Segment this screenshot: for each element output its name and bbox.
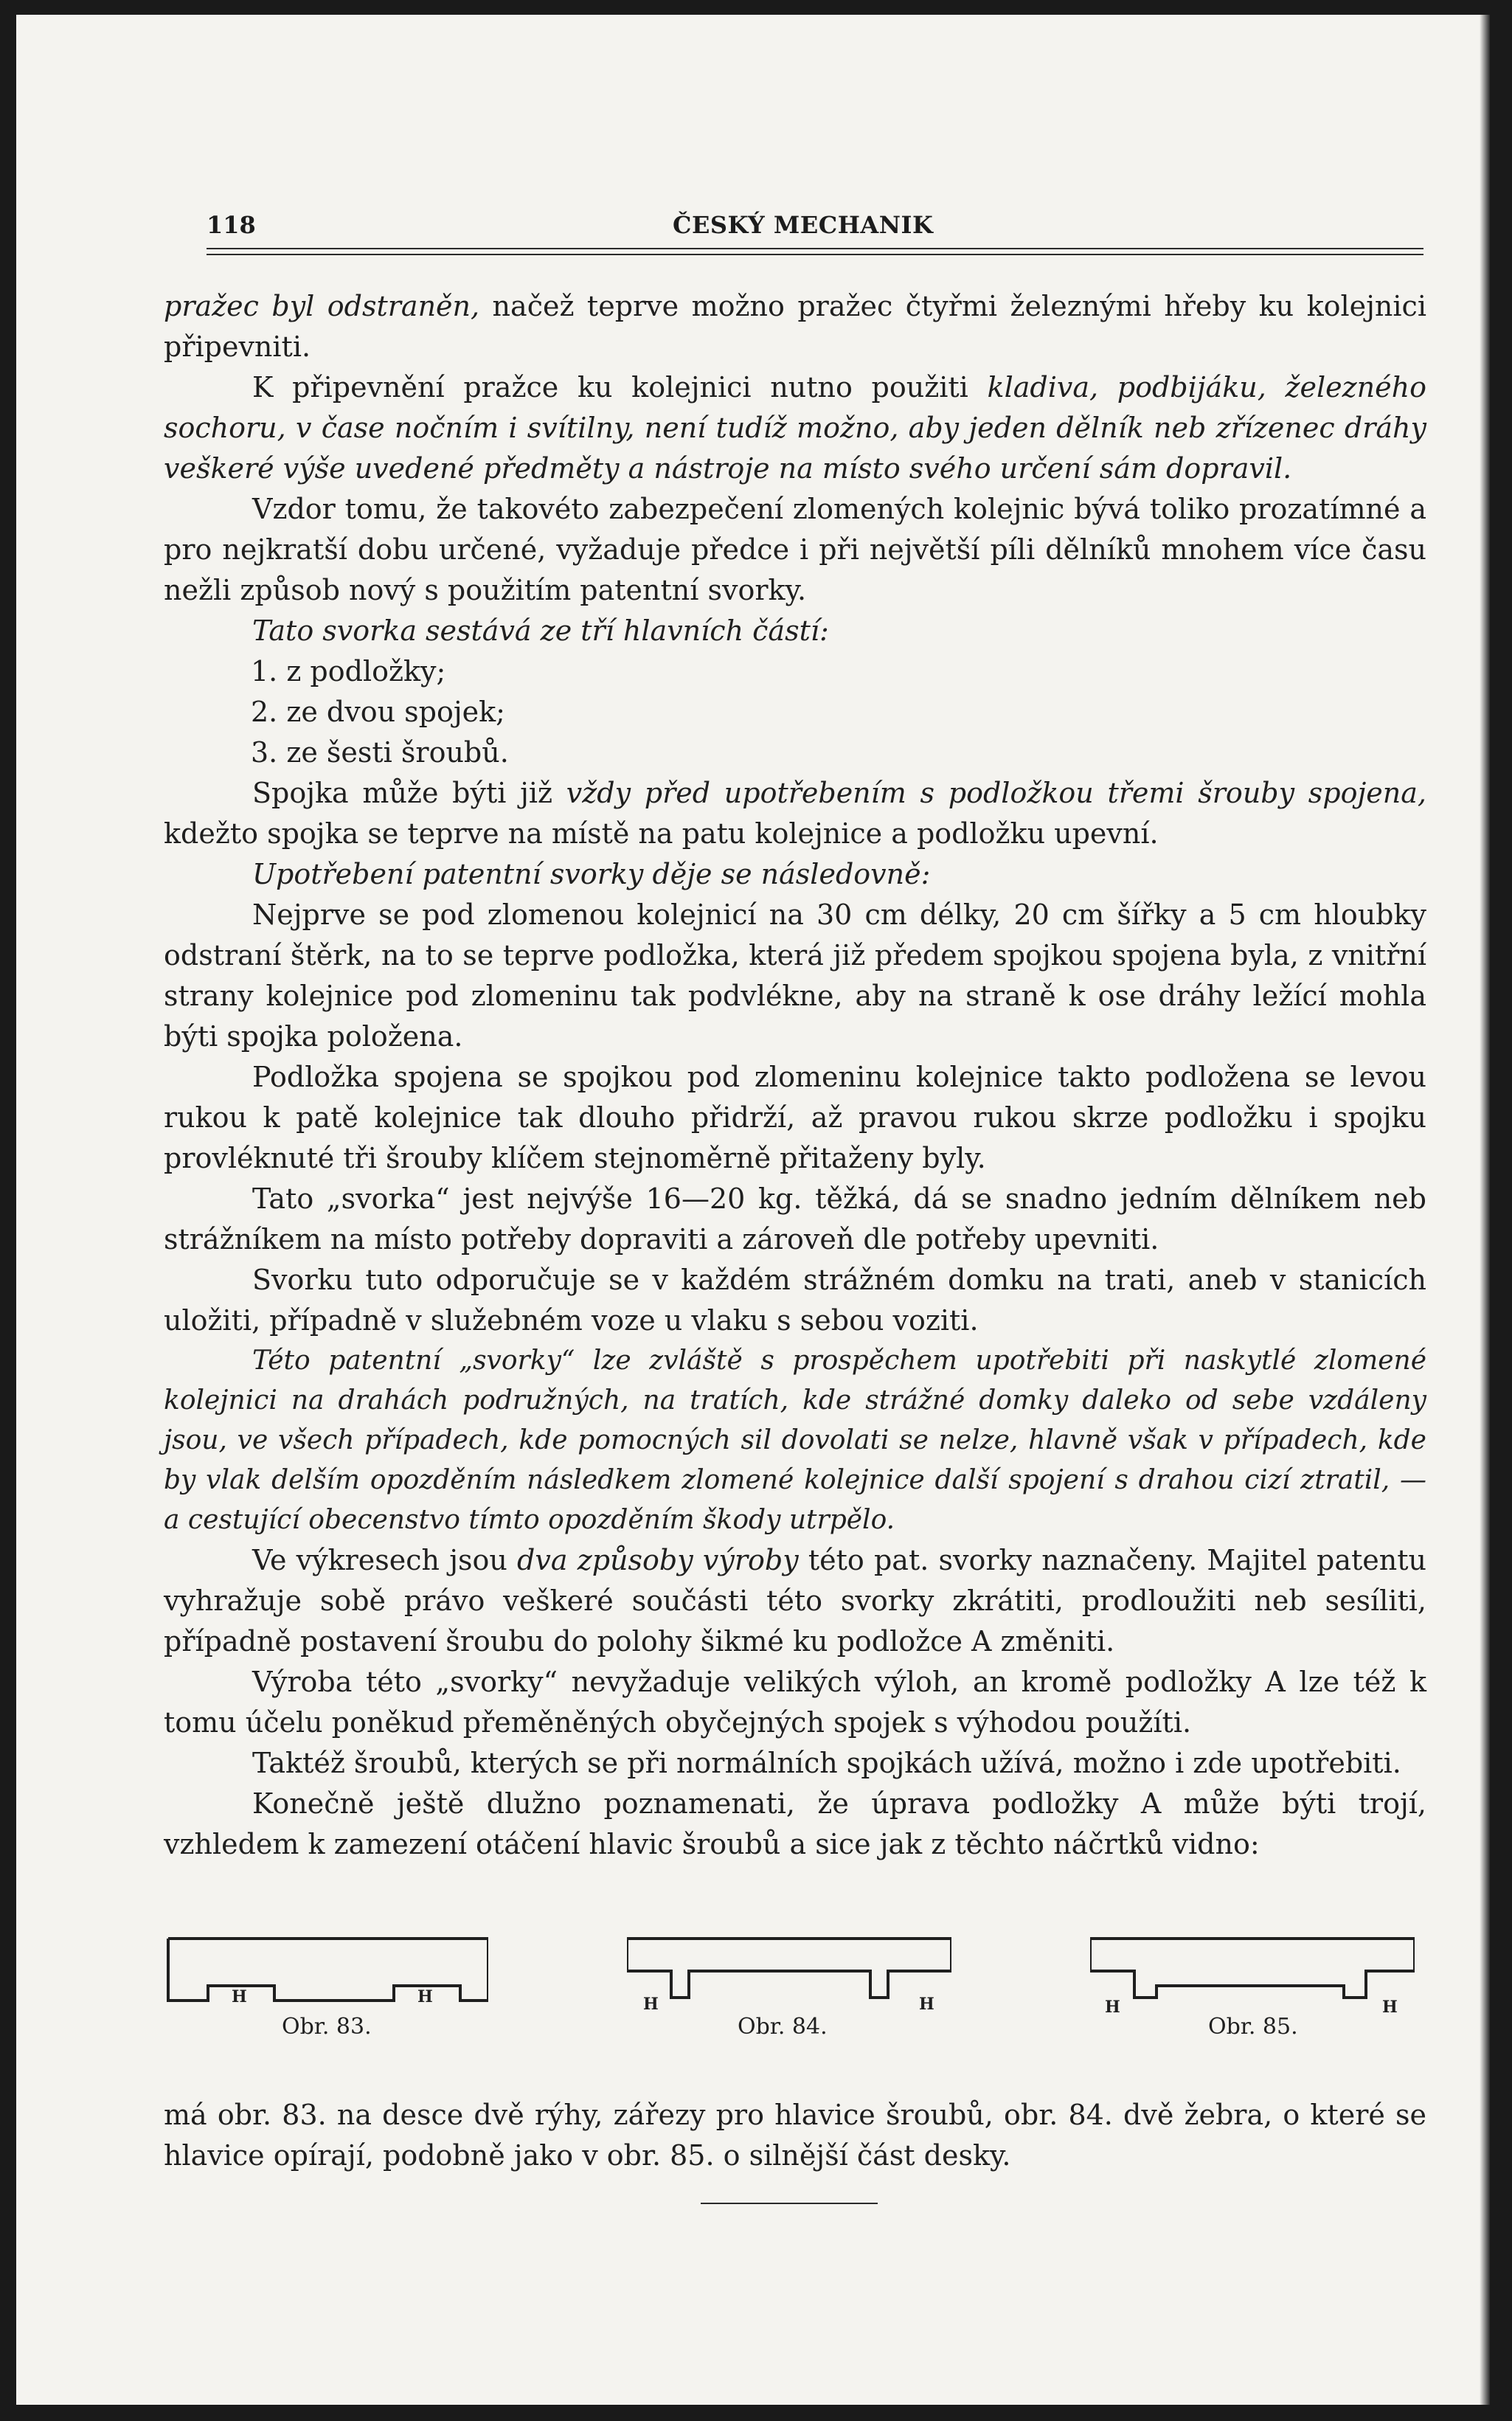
article-body: [164, 286, 1426, 1865]
figure-83-label-h: H: [417, 1987, 433, 2006]
paragraph-7: Nejprve se pod zlomenou kolejnicí na 30 cm délky, 20 cm šířky a 5 cm hloubky odstraní štěrk, na to se teprve podložka, která již předem spojkou spojena byla, z vnitřní strany kolejnice pod zlomeninu tak podvlékne, aby na straně k ose dráhy ležící mohla býti spojka položena.: [164, 898, 1426, 1053]
page-number: 118: [207, 211, 256, 239]
list-item: 1. z podložky;: [251, 655, 446, 687]
figure-84-label-h: H: [919, 1995, 934, 2014]
paragraph-9: Tato „svorka“ jest nejvýše 16—20 kg. těžká, dá se snadno jedním dělníkem neb strážníkem na místo potřeby dopraviti a zároveň dle potřeby upevniti.: [164, 1182, 1426, 1255]
header-double-rule: [207, 248, 1423, 255]
figure-85-drawing: [1090, 1927, 1415, 2008]
figure-85: [1090, 1927, 1415, 2045]
figure-83-label-h: H: [232, 1987, 247, 2006]
end-rule: [701, 2203, 878, 2204]
figure-84-caption: Obr. 84.: [738, 2014, 828, 2040]
paragraph-10: Svorku tuto odporučuje se v každém strážném domku na trati, aneb v stanicích uložiti, případně v služebném voze u vlaku s sebou voziti.: [164, 1264, 1426, 1337]
closing-text: má obr. 83. na desce dvě rýhy, zářezy pro hlavice šroubů, obr. 84. dvě žebra, o které se hlavice opírají, podobně jako v obr. 85. o silnější část desky.: [164, 2099, 1426, 2172]
p5-text: Spojka může býti již: [252, 777, 566, 809]
paragraph-14: Taktéž šroubů, kterých se při normálních spojkách užívá, možno i zde upotřebiti.: [252, 1747, 1401, 1779]
list-item: 3. ze šesti šroubů.: [251, 736, 509, 769]
paragraph-11: Této patentní „svorky“ lze zvláště s prospěchem upotřebiti při naskytlé zlomené kolejnici na drahách podružných, na tratích, kde strážné domky daleko od sebe vzdáleny jsou, ve všech případech, kde pomocných sil dovolati se nelze, hlavně však v případech, kde by vlak delším opozděním následkem zlomené kolejnice další spojení s drahou cizí ztratil, — a cestující obecenstvo tímto opozděním škody utrpělo.: [164, 1345, 1426, 1535]
closing-paragraph: [164, 2095, 1426, 2176]
p5-italic: vždy před upotřebením s podložkou třemi šrouby spojena,: [566, 777, 1426, 809]
paragraph-2: [164, 367, 1426, 489]
p5-text-end: kdežto spojka se teprve na místě na patu kolejnice a podložku upevní.: [164, 817, 1159, 850]
figure-84-drawing: [627, 1927, 951, 2008]
usage-heading: Upotřebení patentní svorky děje se následovně:: [252, 858, 931, 890]
parts-heading: Tato svorka sestává ze tří hlavních částí:: [252, 614, 829, 647]
page-edge-shadow: [1480, 15, 1490, 2405]
figure-85-label-h: H: [1105, 1998, 1120, 2017]
paragraph-8: Podložka spojena se spojkou pod zlomeninu kolejnice takto podložena se levou rukou k patě kolejnice tak dlouho přidrží, až pravou rukou skrze podložku i spojku provléknuté tři šrouby klíčem stejnoměrně přitaženy byly.: [164, 1061, 1426, 1174]
paragraph-3: Vzdor tomu, že takovéto zabezpečení zlomených kolejnic bývá toliko prozatímné a pro nejkratší dobu určené, vyžaduje předce i při největší píli dělníků mnohem více času nežli způsob nový s použitím patentní svorky.: [164, 493, 1426, 606]
figure-85-label-h: H: [1382, 1998, 1398, 2017]
running-head: [207, 208, 1423, 245]
list-item: 2. ze dvou spojek;: [251, 696, 505, 728]
p1-italic: pražec byl odstraněn,: [164, 290, 480, 322]
paragraph-5: [164, 773, 1426, 854]
paragraph-1: [164, 286, 1426, 367]
paragraph-13: Výroba této „svorky“ nevyžaduje velikých výloh, an kromě podložky A lze též k tomu účelu poněkud přeměněných obyčejných spojek s výhodou použíti.: [164, 1666, 1426, 1739]
p12-text-end: této pat. svorky naznačeny. Majitel patentu vyhražuje sobě právo veškeré součásti této svorky zkrátiti, prodloužiti neb sesíliti, případně postavení šroubu do polohy šikmé ku podložce A změniti.: [164, 1544, 1427, 1658]
p12-text: Ve výkresech jsou: [252, 1544, 518, 1576]
p2-italic: kladiva, podbijáku, železného sochoru, v čase nočním i svítilny, není tudíž možno, aby jeden dělník neb zřízenec dráhy veškeré výše uvedené předměty a nástroje na místo svého určení sám dopravil.: [164, 371, 1426, 485]
p12-italic: dva způsoby výroby: [517, 1544, 799, 1576]
p2-text: K připevnění pražce ku kolejnici nutno použiti: [252, 371, 988, 404]
figure-83-caption: Obr. 83.: [282, 2014, 372, 2040]
paragraph-12: [164, 1540, 1426, 1662]
figure-83: [164, 1927, 488, 2045]
p1-text: načež teprve možno pražec čtyřmi železnými hřeby ku kolejnici připevniti.: [164, 290, 1426, 363]
figure-84-label-h: H: [643, 1995, 659, 2014]
paragraph-15: Konečně ještě dlužno poznamenati, že úprava podložky A může býti trojí, vzhledem k zamezení otáčení hlavic šroubů a sice jak z těchto náčrtků vidno:: [164, 1787, 1426, 1860]
journal-title: ČESKÝ MECHANIK: [673, 211, 934, 239]
figure-83-drawing: [164, 1927, 488, 2008]
figure-row: [164, 1927, 1426, 2045]
figure-85-caption: Obr. 85.: [1208, 2014, 1298, 2040]
figure-84: [627, 1927, 951, 2045]
